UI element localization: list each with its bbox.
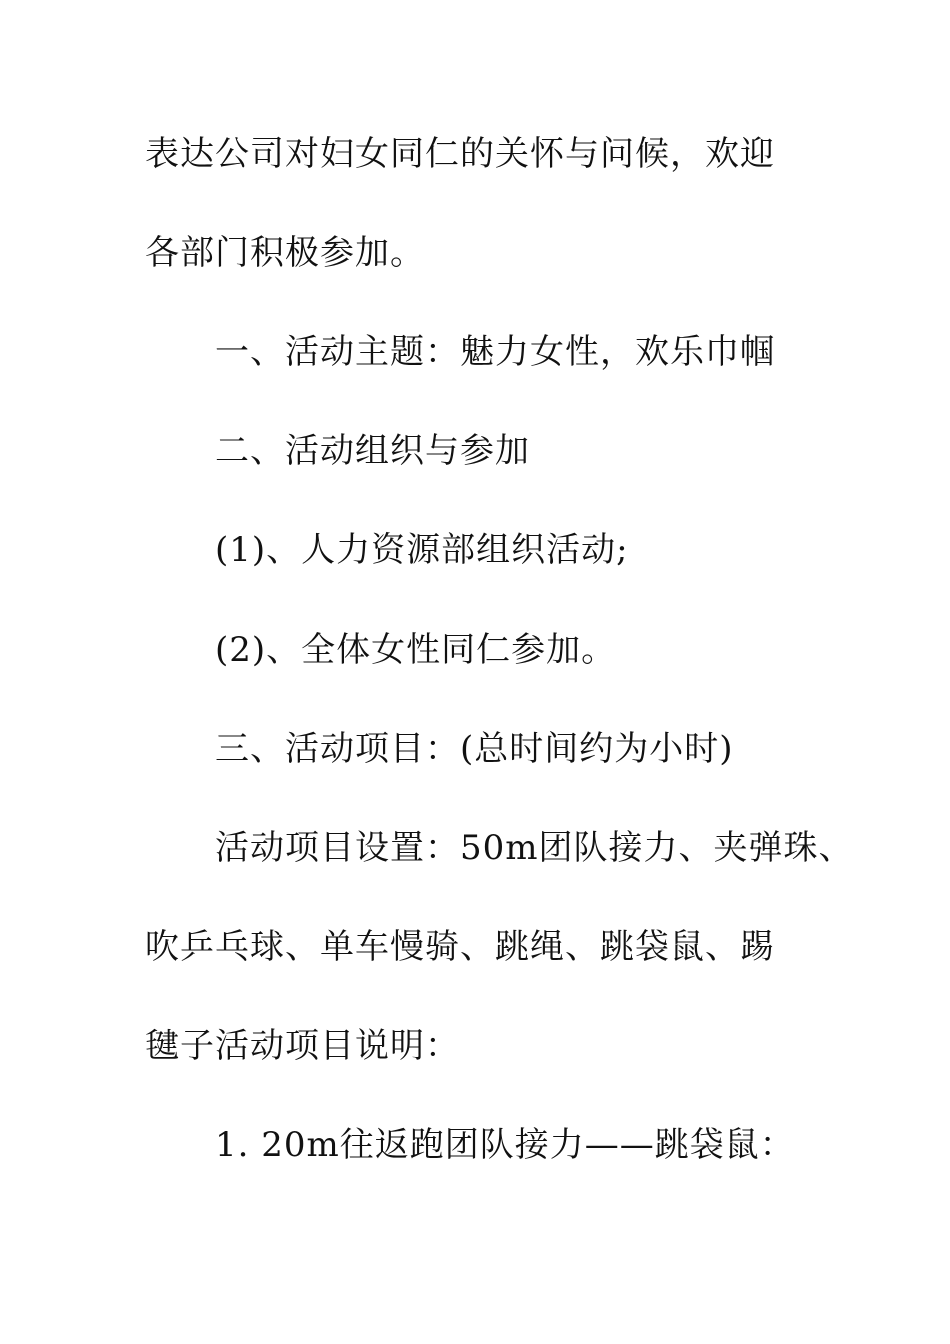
paragraph-line: 毽子活动项目说明： <box>145 1026 460 1066</box>
list-item: (2)、全体女性同仁参加。 <box>215 630 617 670</box>
paragraph-line: 表达公司对妇女同仁的关怀与问候，欢迎 <box>145 134 775 174</box>
section-heading-organization: 二、活动组织与参加 <box>215 431 530 471</box>
section-heading-items: 三、活动项目：(总时间约为小时) <box>215 729 734 769</box>
section-heading-theme: 一、活动主题：魅力女性，欢乐巾帼 <box>215 332 775 372</box>
paragraph-line: 吹乒乓球、单车慢骑、跳绳、跳袋鼠、踢 <box>145 927 775 967</box>
list-item: (1)、人力资源部组织活动; <box>215 530 629 570</box>
paragraph-line: 活动项目设置：50m团队接力、夹弹珠、 <box>215 828 854 868</box>
paragraph-line: 各部门积极参加。 <box>145 233 425 273</box>
numbered-item: 1. 20m往返跑团队接力——跳袋鼠： <box>215 1125 795 1165</box>
